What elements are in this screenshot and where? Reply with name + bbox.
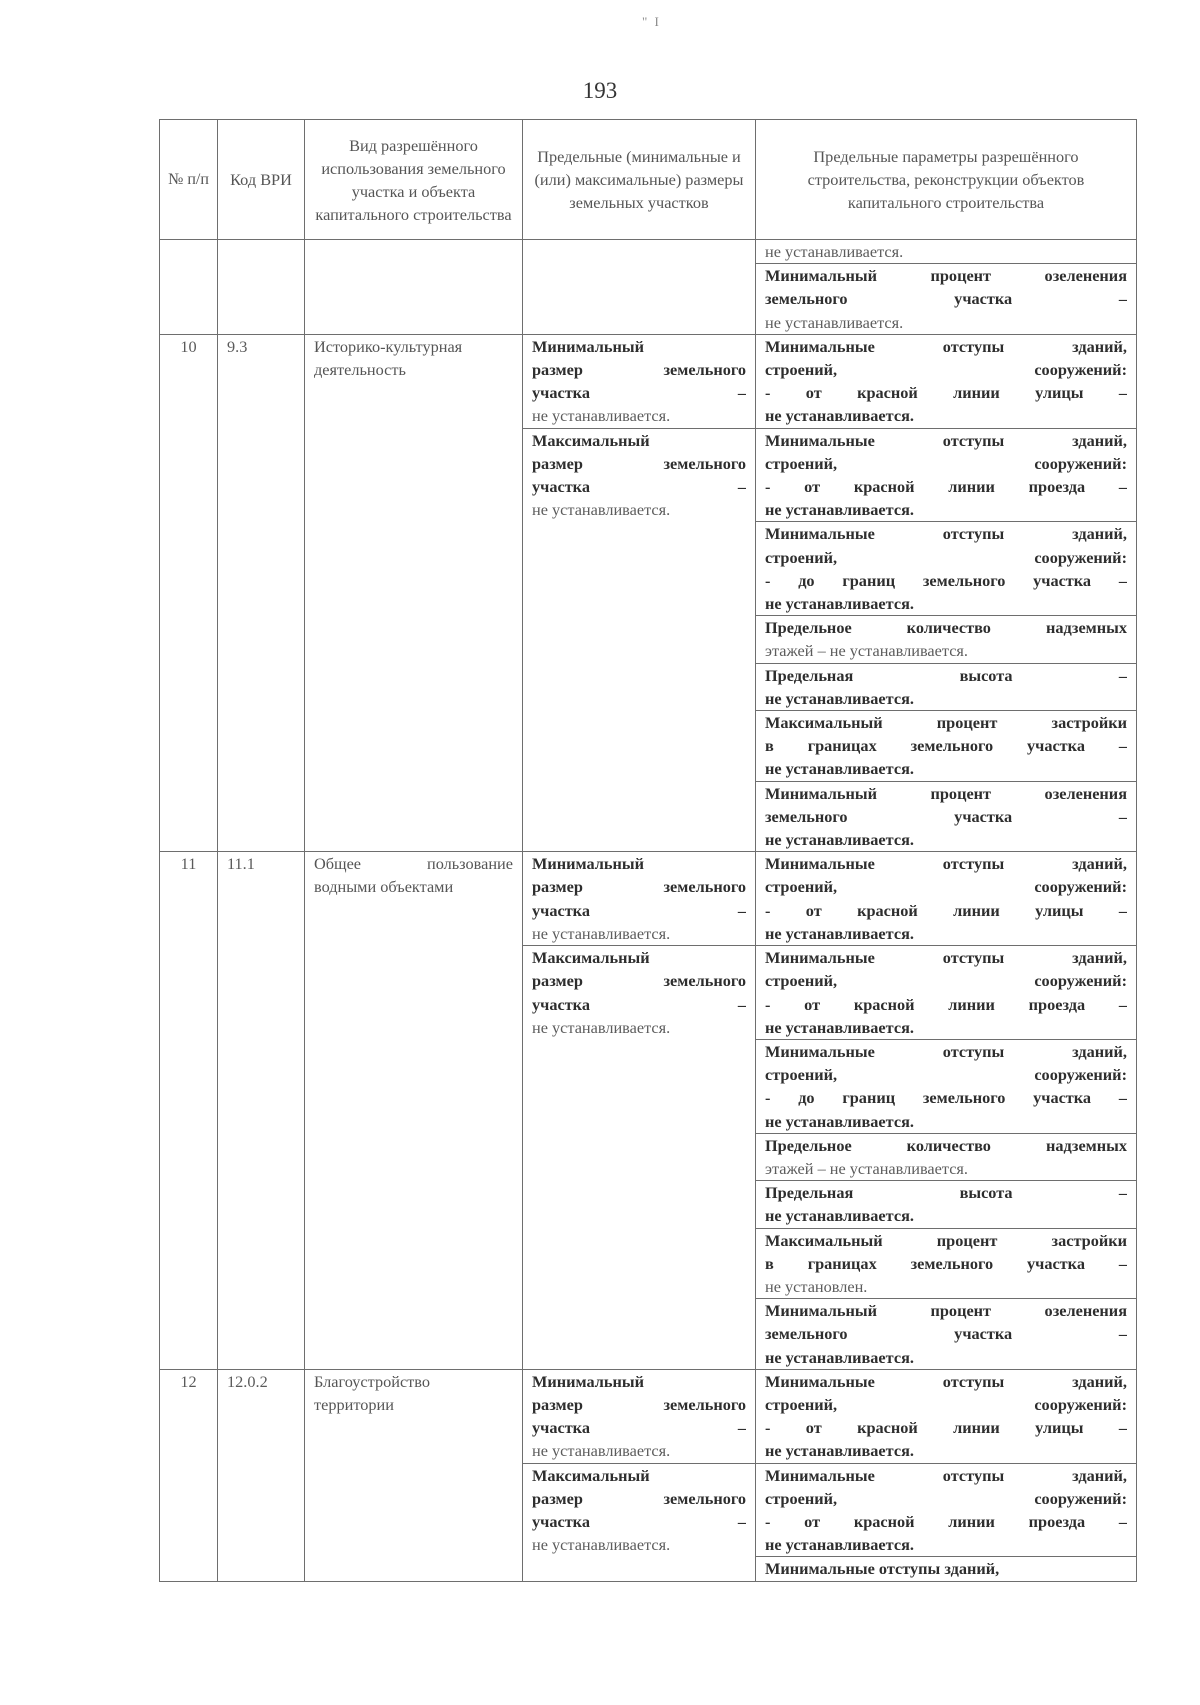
- table-row: [160, 334, 1137, 428]
- text-line: строений, сооружений:: [765, 453, 1127, 473]
- row-number: 10: [160, 334, 218, 851]
- text-line: размер земельного: [532, 1394, 746, 1414]
- text-line: Максимальный: [532, 430, 650, 450]
- text-line: размер земельного: [532, 877, 746, 897]
- text-line: не устанавливается.: [765, 594, 914, 614]
- text-line: - от красной линии проезда –: [765, 477, 1127, 497]
- text-line: строений, сооружений:: [765, 877, 1127, 897]
- param-cell: [756, 1463, 1137, 1557]
- text-line: не устанавливается.: [765, 406, 914, 426]
- max-size-cell: [523, 946, 756, 1370]
- param-cell: [756, 711, 1137, 782]
- text-line: размер земельного: [532, 360, 746, 380]
- text-line: этажей – не устанавливается.: [765, 641, 968, 661]
- text-line: строений, сооружений:: [765, 1065, 1127, 1085]
- text-line: - от красной линии проезда –: [765, 1511, 1127, 1531]
- text-line: не устанавливается.: [765, 312, 904, 332]
- text-line: размер земельного: [532, 971, 746, 991]
- continuation-empty-sizes: [523, 240, 756, 335]
- text-line: не устанавливается.: [765, 1017, 914, 1037]
- param-cell: [756, 852, 1137, 946]
- param-cell: [756, 1039, 1137, 1133]
- text-line: Минимальные отступы зданий,: [765, 430, 1127, 450]
- param-cell: [756, 1369, 1137, 1463]
- row-code: 11.1: [218, 852, 305, 1369]
- scan-mark: " I: [642, 14, 661, 29]
- param-cell: [756, 781, 1137, 852]
- text-line: не устанавливается.: [765, 1441, 914, 1461]
- text-line: в границах земельного участка –: [765, 1253, 1127, 1273]
- text-line: не устанавливается.: [532, 406, 671, 426]
- text-line: не устанавливается.: [765, 1111, 914, 1131]
- text-line: не устанавливается.: [532, 923, 671, 943]
- text-line: не устанавливается.: [765, 923, 914, 943]
- text-line: участка –: [532, 994, 746, 1014]
- min-size-cell: [523, 852, 756, 946]
- row-use-type: Общее пользование водными объектами: [305, 852, 523, 1369]
- text-line: строений, сооружений:: [765, 547, 1127, 567]
- text-line: строений, сооружений:: [765, 360, 1127, 380]
- param-cell: [756, 240, 1137, 264]
- header-code: Код ВРИ: [218, 120, 305, 240]
- text-line: Максимальный процент застройки: [765, 1230, 1127, 1250]
- text-line: не устанавливается.: [765, 242, 904, 261]
- text-line: Минимальный процент озеленения: [765, 783, 1127, 803]
- text-line: Предельное количество надземных: [765, 618, 1127, 638]
- continuation-empty-code: [218, 240, 305, 335]
- table-row-continuation: [160, 240, 1137, 264]
- text-line: размер земельного: [532, 1488, 746, 1508]
- param-cell: [756, 1228, 1137, 1299]
- text-line: не устанавливается.: [765, 688, 914, 708]
- row-use-type: Историко-культурная деятельность: [305, 334, 523, 851]
- text-line: участка –: [532, 477, 746, 497]
- header-params: Предельные параметры разрешённого строительства, реконструкции объектов капитального строительства: [756, 120, 1137, 240]
- text-line: участка –: [532, 1418, 746, 1438]
- text-line: - до границ земельного участка –: [765, 570, 1127, 590]
- text-line: не устанавливается.: [532, 1441, 671, 1461]
- text-line: в границах земельного участка –: [765, 736, 1127, 756]
- text-line: не устанавливается.: [532, 1017, 671, 1037]
- param-cell: [756, 946, 1137, 1040]
- text-line: - от красной линии улицы –: [765, 900, 1127, 920]
- text-line: Минимальные отступы зданий,: [765, 854, 1127, 874]
- text-line: участка –: [532, 900, 746, 920]
- text-line: строений, сооружений:: [765, 1394, 1127, 1414]
- param-cell: [756, 1557, 1137, 1581]
- param-cell: [756, 428, 1137, 522]
- param-cell: [756, 334, 1137, 428]
- text-line: не устанавливается.: [765, 830, 914, 850]
- row-code: 9.3: [218, 334, 305, 851]
- text-line: Предельное количество надземных: [765, 1135, 1127, 1155]
- header-number: № п/п: [160, 120, 218, 240]
- text-line: строений, сооружений:: [765, 971, 1127, 991]
- min-size-cell: [523, 334, 756, 428]
- text-line: не устанавливается.: [765, 1347, 914, 1367]
- regulations-table: [159, 119, 1137, 1582]
- param-cell: [756, 1133, 1137, 1180]
- text-line: Минимальные отступы зданий,: [765, 1465, 1127, 1485]
- min-size-cell: [523, 1369, 756, 1463]
- table-row: [160, 1369, 1137, 1463]
- text-line: - до границ земельного участка –: [765, 1088, 1127, 1108]
- text-line: Минимальные отступы зданий,: [765, 1559, 1000, 1579]
- param-cell: [756, 663, 1137, 710]
- text-line: Минимальные отступы зданий,: [765, 1371, 1127, 1391]
- text-line: - от красной линии улицы –: [765, 383, 1127, 403]
- header-sizes: Предельные (минимальные и (или) максимальные) размеры земельных участков: [523, 120, 756, 240]
- text-line: Предельная высота –: [765, 665, 1127, 685]
- text-line: Минимальный: [532, 854, 644, 874]
- text-line: Минимальные отступы зданий,: [765, 948, 1127, 968]
- text-line: земельного участка –: [765, 289, 1127, 309]
- text-line: земельного участка –: [765, 806, 1127, 826]
- max-size-cell: [523, 428, 756, 852]
- table-body: [160, 240, 1137, 1582]
- row-code: 12.0.2: [218, 1369, 305, 1581]
- page-number: 193: [582, 78, 618, 103]
- text-line: - от красной линии улицы –: [765, 1418, 1127, 1438]
- param-cell: [756, 1299, 1137, 1370]
- text-line: Максимальный процент застройки: [765, 713, 1127, 733]
- text-line: земельного участка –: [765, 1324, 1127, 1344]
- continuation-empty-use: [305, 240, 523, 335]
- param-cell: [756, 522, 1137, 616]
- text-line: Максимальный: [532, 948, 650, 968]
- row-number: 12: [160, 1369, 218, 1581]
- text-line: не устанавливается.: [765, 1535, 914, 1555]
- text-line: Минимальные отступы зданий,: [765, 336, 1127, 356]
- text-line: Минимальные отступы зданий,: [765, 1041, 1127, 1061]
- text-line: не устанавливается.: [532, 500, 671, 520]
- text-line: строений, сооружений:: [765, 1488, 1127, 1508]
- text-line: не установлен.: [765, 1276, 868, 1296]
- text-line: не устанавливается.: [532, 1535, 671, 1555]
- text-line: не устанавливается.: [765, 1206, 914, 1226]
- text-line: не устанавливается.: [765, 759, 914, 779]
- text-line: Минимальный: [532, 1371, 644, 1391]
- header-use: Вид разрешённого использования земельного участка и объекта капитального строительства: [305, 120, 523, 240]
- text-line: этажей – не устанавливается.: [765, 1158, 968, 1178]
- text-line: Максимальный: [532, 1465, 650, 1485]
- text-line: не устанавливается.: [765, 500, 914, 520]
- text-line: размер земельного: [532, 453, 746, 473]
- table-row: [160, 852, 1137, 946]
- row-use-type: Благоустройство территории: [305, 1369, 523, 1581]
- table-header-row: [160, 120, 1137, 240]
- continuation-empty-num: [160, 240, 218, 335]
- text-line: участка –: [532, 383, 746, 403]
- text-line: Минимальный: [532, 336, 644, 356]
- text-line: Предельная высота –: [765, 1183, 1127, 1203]
- param-cell: [756, 1181, 1137, 1228]
- row-number: 11: [160, 852, 218, 1369]
- param-cell: [756, 616, 1137, 663]
- text-line: Минимальные отступы зданий,: [765, 524, 1127, 544]
- text-line: - от красной линии проезда –: [765, 994, 1127, 1014]
- text-line: Минимальный процент озеленения: [765, 266, 1127, 286]
- text-line: Минимальный процент озеленения: [765, 1301, 1127, 1321]
- param-cell: [756, 264, 1137, 335]
- text-line: участка –: [532, 1511, 746, 1531]
- max-size-cell: [523, 1463, 756, 1581]
